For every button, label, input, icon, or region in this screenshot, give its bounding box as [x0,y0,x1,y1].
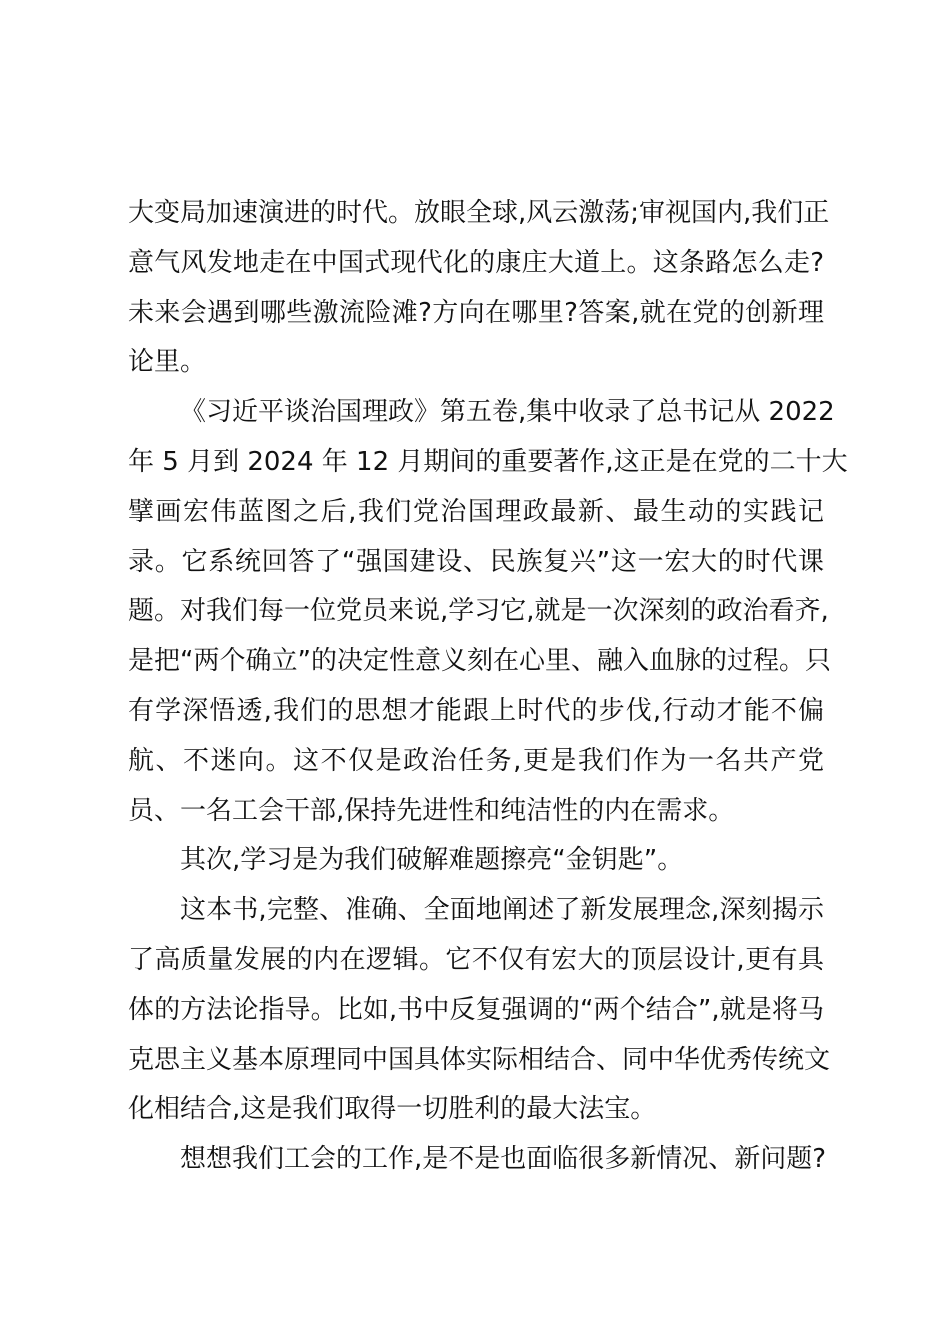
text-line: 年 5 月到 2024 年 12 月期间的重要著作,这正是在党的二十大 [128,446,848,477]
paragraph [128,836,824,886]
text-line: 想想我们工会的工作,是不是也面临很多新情况、新问题? [180,1144,827,1175]
text-line: 擘画宏伟蓝图之后,我们党治国理政最新、最生动的实践记 [128,496,824,527]
document-page [128,189,848,1185]
paragraph [128,189,830,388]
text-line: 是把“两个确立”的决定性意义刻在心里、融入血脉的过程。只 [128,646,831,677]
text-line: 题。对我们每一位党员来说,学习它,就是一次深刻的政治看齐, [128,596,829,627]
text-line: 这本书,完整、准确、全面地阐述了新发展理念,深刻揭示 [180,895,824,926]
text-line: 员、一名工会干部,保持先进性和纯洁性的内在需求。 [128,795,735,826]
text-line: 大变局加速演进的时代。放眼全球,风云激荡;审视国内,我们正 [128,198,830,228]
text-line: 《习近平谈治国理政》第五卷,集中收录了总书记从 2022 [180,397,835,428]
text-line: 意气风发地走在中国式现代化的康庄大道上。这条路怎么走? [128,247,824,278]
text-line: 了高质量发展的内在逻辑。它不仅有宏大的顶层设计,更有具 [128,944,824,975]
text-line: 未来会遇到哪些激流险滩?方向在哪里?答案,就在党的创新理 [128,297,824,328]
text-line: 论里。 [128,347,207,378]
text-line: 录。它系统回答了“强国建设、民族复兴”这一宏大的时代课 [128,546,824,577]
text-line: 航、不迷向。这不仅是政治任务,更是我们作为一名共产党 [128,745,824,776]
paragraph [128,388,848,836]
paragraph [128,886,831,1135]
text-line: 有学深悟透,我们的思想才能跟上时代的步伐,行动才能不偏 [128,695,824,726]
text-line: 化相结合,这是我们取得一切胜利的最大法宝。 [128,1094,657,1125]
text-line: 体的方法论指导。比如,书中反复强调的“两个结合”,就是将马 [128,994,824,1025]
paragraph [128,1135,827,1185]
text-line: 其次,学习是为我们破解难题擦亮“金钥匙”。 [180,845,684,876]
text-line: 克思主义基本原理同中国具体实际相结合、同中华优秀传统文 [128,1044,831,1075]
